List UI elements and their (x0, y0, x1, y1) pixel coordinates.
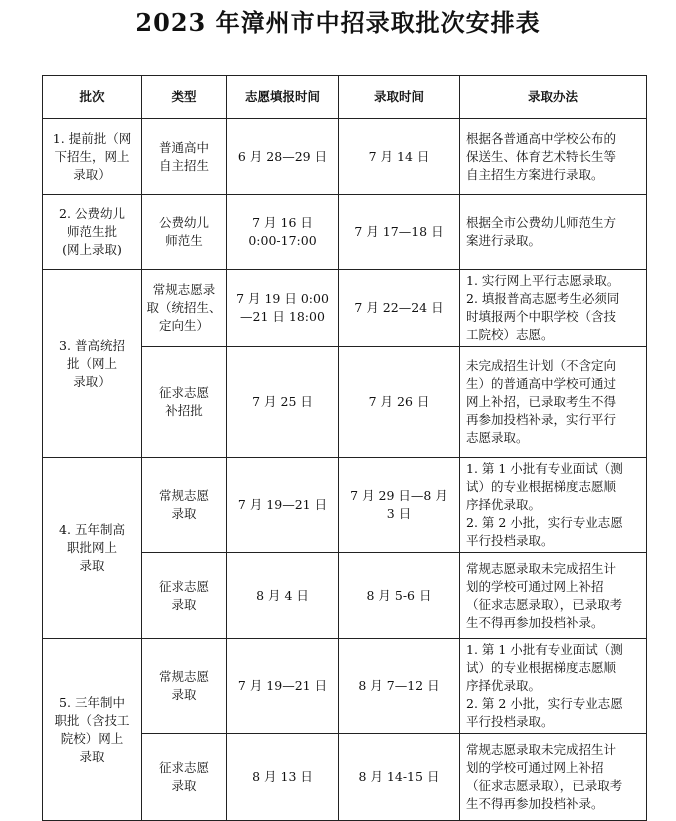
batch-cell: 3. 普高统招 批（网上 录取） (43, 270, 142, 458)
method-cell: 根据各普通高中学校公布的 保送生、体育艺术特长生等 自主招生方案进行录取。 (460, 119, 647, 195)
admit-time-cell: 7 月 29 日—8 月 3 日 (339, 458, 460, 553)
table-row (43, 458, 647, 553)
fill-time-cell: 7 月 19—21 日 (227, 458, 339, 553)
method-cell: 常规志愿录取未完成招生计 划的学校可通过网上补招 （征求志愿录取），已录取考 生不得再参加投档补录。 (460, 553, 647, 639)
type-cell: 常规志愿 录取 (142, 458, 227, 553)
method-cell: 未完成招生计划（不含定向 生）的普通高中学校可通过 网上补招，已录取考生不得 再参加投档补录，实行平行 志愿录取。 (460, 347, 647, 458)
admit-time-cell: 7 月 14 日 (339, 119, 460, 195)
admission-schedule-table (42, 75, 647, 821)
batch-cell: 5. 三年制中 职批（含技工 院校）网上 录取 (43, 639, 142, 821)
table-row (43, 639, 647, 734)
header-admit-time: 录取时间 (339, 76, 460, 119)
fill-time-cell: 8 月 4 日 (227, 553, 339, 639)
method-cell: 1. 第 1 小批有专业面试（测 试）的专业根据梯度志愿顺 序择优录取。 2. 第 2 小批，实行专业志愿 平行投档录取。 (460, 458, 647, 553)
method-cell: 1. 实行网上平行志愿录取。 2. 填报普高志愿考生必须同 时填报两个中职学校（含技 工院校）志愿。 (460, 270, 647, 347)
type-cell: 常规志愿录 取（统招生、 定向生） (142, 270, 227, 347)
admit-time-cell: 8 月 7—12 日 (339, 639, 460, 734)
batch-cell: 2. 公费幼儿 师范生批 (网上录取) (43, 195, 142, 270)
header-method: 录取办法 (460, 76, 647, 119)
table-header-row (43, 76, 647, 119)
method-cell: 根据全市公费幼儿师范生方 案进行录取。 (460, 195, 647, 270)
header-fill-time: 志愿填报时间 (227, 76, 339, 119)
type-cell: 常规志愿 录取 (142, 639, 227, 734)
method-cell: 常规志愿录取未完成招生计 划的学校可通过网上补招 （征求志愿录取），已录取考 生不得再参加投档补录。 (460, 734, 647, 821)
fill-time-cell: 7 月 16 日 0:00-17:00 (227, 195, 339, 270)
page-title: 2023 年漳州市中招录取批次安排表 (135, 8, 541, 37)
table-row (43, 270, 647, 347)
batch-cell: 1. 提前批（网 下招生，网上 录取） (43, 119, 142, 195)
type-cell: 公费幼儿 师范生 (142, 195, 227, 270)
fill-time-cell: 6 月 28—29 日 (227, 119, 339, 195)
fill-time-cell: 8 月 13 日 (227, 734, 339, 821)
fill-time-cell: 7 月 19 日 0:00 —21 日 18:00 (227, 270, 339, 347)
admit-time-cell: 8 月 14-15 日 (339, 734, 460, 821)
table-row (43, 119, 647, 195)
header-batch: 批次 (43, 76, 142, 119)
fill-time-cell: 7 月 19—21 日 (227, 639, 339, 734)
batch-cell: 4. 五年制高 职批网上 录取 (43, 458, 142, 639)
type-cell: 普通高中 自主招生 (142, 119, 227, 195)
type-cell: 征求志愿 补招批 (142, 347, 227, 458)
type-cell: 征求志愿 录取 (142, 553, 227, 639)
table-row (43, 195, 647, 270)
admit-time-cell: 8 月 5-6 日 (339, 553, 460, 639)
type-cell: 征求志愿 录取 (142, 734, 227, 821)
admit-time-cell: 7 月 26 日 (339, 347, 460, 458)
header-type: 类型 (142, 76, 227, 119)
method-cell: 1. 第 1 小批有专业面试（测 试）的专业根据梯度志愿顺 序择优录取。 2. 第 2 小批，实行专业志愿 平行投档录取。 (460, 639, 647, 734)
admit-time-cell: 7 月 17—18 日 (339, 195, 460, 270)
admit-time-cell: 7 月 22—24 日 (339, 270, 460, 347)
fill-time-cell: 7 月 25 日 (227, 347, 339, 458)
